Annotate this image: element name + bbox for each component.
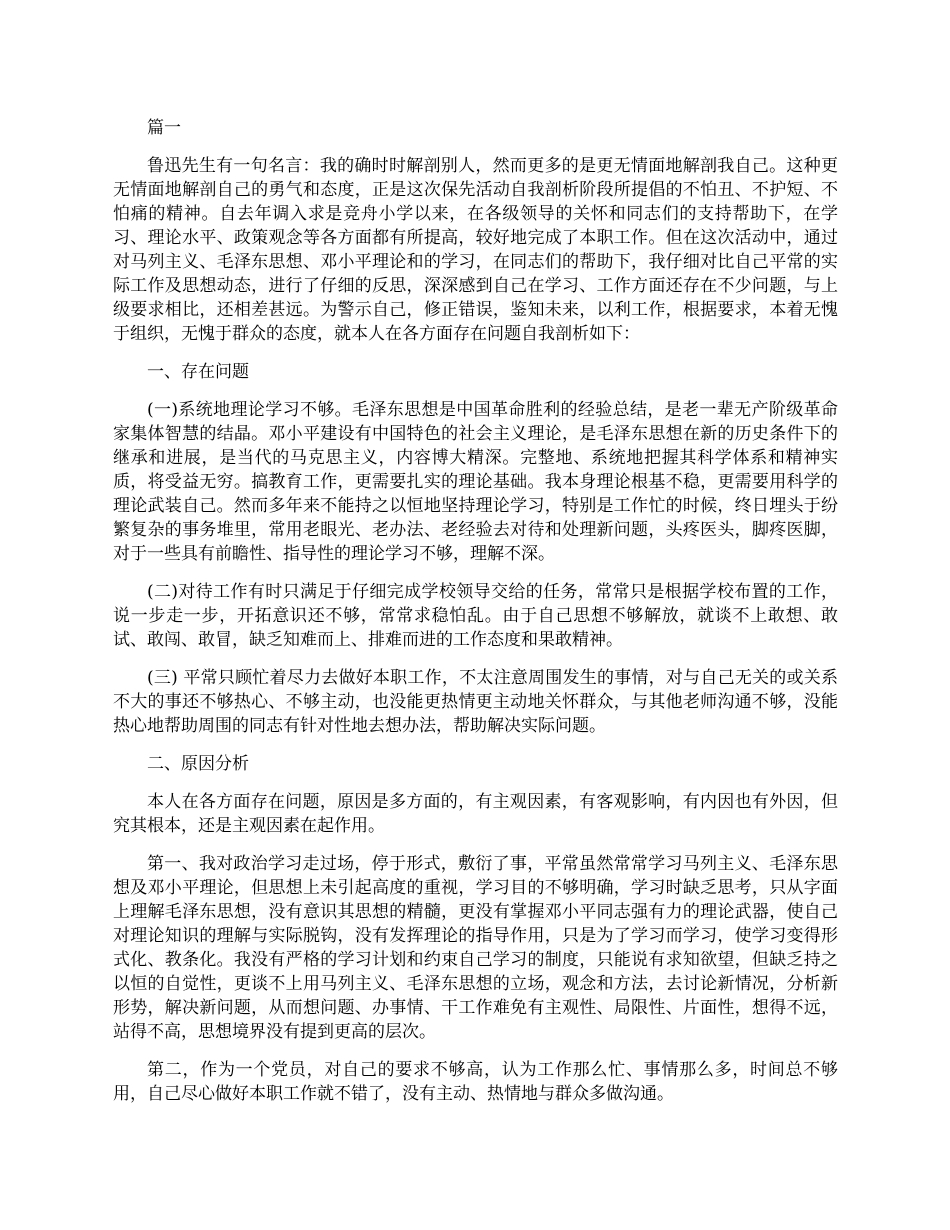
problem-paragraph-1: (一)系统地理论学习不够。毛泽东思想是中国革命胜利的经验总结，是老一辈无产阶级革命家集体智慧的结晶。邓小平建设有中国特色的社会主义理论，是毛泽东思想在新的历史条件下的继承和进展，是当代的马克思主义，内容博大精深。完整地、系统地把握其科学体系和精神实质，将受益无穷。搞教育工作，更需要扎实的理论基础。我本身理论根基不稳，更需要用科学的理论武装自己。然而多年来不能持之以恒地坚持理论学习，特别是工作忙的时候，终日埋头于纷繁复杂的事务堆里，常用老眼光、老办法、老经验去对待和处理新问题，头疼医头，脚疼医脚，对于一些具有前瞻性、指导性的理论学习不够，理解不深。	[113, 400, 838, 564]
section-heading-problems: 一、存在问题	[147, 362, 249, 382]
document-title: 篇一	[147, 118, 181, 138]
cause-intro-paragraph: 本人在各方面存在问题，原因是多方面的，有主观因素，有客观影响，有内因也有外因，但究其根本，还是主观因素在起作用。	[113, 792, 838, 836]
cause-paragraph-2: 第二，作为一个党员，对自己的要求不够高，认为工作那么忙、事情那么多，时间总不够用，自己尽心做好本职工作就不错了，没有主动、热情地与群众多做沟通。	[113, 1060, 838, 1104]
intro-paragraph: 鲁迅先生有一句名言：我的确时时解剖别人，然而更多的是更无情面地解剖我自己。这种更无情面地解剖自己的勇气和态度，正是这次保先活动自我剖析阶段所提倡的不怕丑、不护短、不怕痛的精神。自去年调入求是竞舟小学以来，在各级领导的关怀和同志们的支持帮助下，在学习、理论水平、政策观念等各方面都有所提高，较好地完成了本职工作。但在这次活动中，通过对马列主义、毛泽东思想、邓小平理论和的学习，在同志们的帮助下，我仔细对比自己平常的实际工作及思想动态，进行了仔细的反思，深深感到自己在学习、工作方面还存在不少问题，与上级要求相比，还相差甚远。为警示自己，修正错误，鉴知未来，以利工作，根据要求，本着无愧于组织，无愧于群众的态度，就本人在各方面存在问题自我剖析如下：	[113, 156, 838, 344]
document-body	[113, 116, 838, 1120]
cause-paragraph-1: 第一、我对政治学习走过场，停于形式，敷衍了事，平常虽然常常学习马列主义、毛泽东思想及邓小平理论，但思想上未引起高度的重视，学习目的不够明确，学习时缺乏思考，只从字面上理解毛泽东思想，没有意识其思想的精髓，更没有掌握邓小平同志强有力的理论武器，使自己对理论知识的理解与实际脱钩，没有发挥理论的指导作用，只是为了学习而学习，使学习变得形式化、教条化。我没有严格的学习计划和约束自己学习的制度，只能说有求知欲望，但缺乏持之以恒的自觉性，更谈不上用马列主义、毛泽东思想的立场，观念和方法，去讨论新情况，分析新形势，解决新问题，从而想问题、办事情、干工作难免有主观性、局限性、片面性，想得不远，站得不高，思想境界没有提到更高的层次。	[113, 854, 838, 1042]
problem-paragraph-2: (二)对待工作有时只满足于仔细完成学校领导交给的任务，常常只是根据学校布置的工作，说一步走一步，开拓意识还不够，常常求稳怕乱。由于自己思想不够解放，就谈不上敢想、敢试、敢闯、敢冒，缺乏知难而上、排难而进的工作态度和果敢精神。	[113, 582, 838, 650]
section-heading-causes: 二、原因分析	[147, 754, 249, 774]
problem-paragraph-3: (三) 平常只顾忙着尽力去做好本职工作，不太注意周围发生的事情，对与自己无关的或关系不大的事还不够热心、不够主动，也没能更热情更主动地关怀群众，与其他老师沟通不够，没能热心地帮助周围的同志有针对性地去想办法，帮助解决实际问题。	[113, 668, 838, 736]
